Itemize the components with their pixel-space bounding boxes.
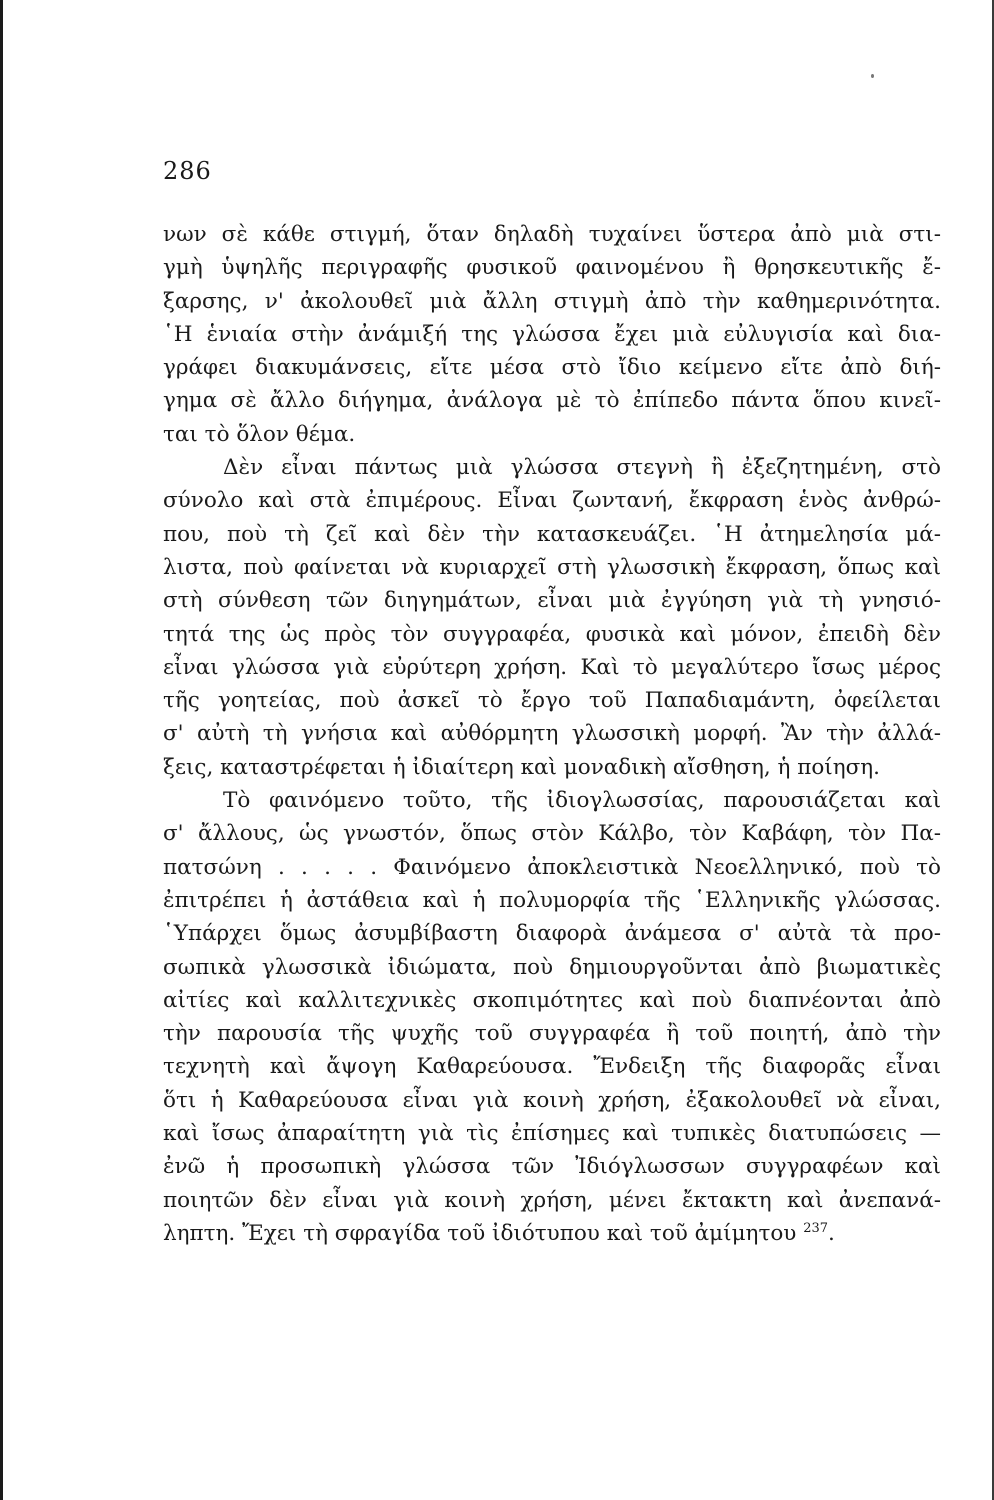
- text-line: σωπικὰ γλωσσικὰ ἰδιώματα, ποὺ δημιουργοῦνται ἀπὸ βιωματικὲς: [163, 954, 941, 980]
- footnote-reference: 237: [803, 1220, 829, 1236]
- text-line-final-words: ληπτη. Ἔχει τὴ σφραγίδα τοῦ ἰδιότυπου καὶ τοῦ ἀμίμητου: [163, 1220, 797, 1246]
- text-line-final: [163, 1217, 941, 1250]
- text-line: σύνολο καὶ στὰ ἐπιμέρους. Εἶναι ζωντανή, ἔκφραση ἑνὸς ἀνθρώ-: [163, 488, 941, 514]
- text-line: λιστα, ποὺ φαίνεται νὰ κυριαρχεῖ στὴ γλωσσικὴ ἔκφραση, ὅπως καὶ: [163, 554, 941, 580]
- text-line: νων σὲ κάθε στιγμή, ὅταν δηλαδὴ τυχαίνει ὕστερα ἀπὸ μιὰ στι-: [163, 222, 941, 247]
- scan-left-edge: [0, 0, 3, 1500]
- text-line: Τὸ φαινόμενο τοῦτο, τῆς ἰδιογλωσσίας, παρουσιάζεται καὶ: [223, 788, 941, 814]
- text-line: αἰτίες καὶ καλλιτεχνικὲς σκοπιμότητες καὶ ποὺ διαπνέονται ἀπὸ: [163, 987, 941, 1013]
- text-line: Δὲν εἶναι πάντως μιὰ γλώσσα στεγνὴ ἢ ἐξεζητημένη, στὸ: [223, 455, 941, 481]
- text-line: ξαρσης, ν' ἀκολουθεῖ μιὰ ἄλλη στιγμὴ ἀπὸ τὴν καθημερινότητα.: [163, 288, 941, 314]
- text-line: που, ποὺ τὴ ζεῖ καὶ δὲν τὴν κατασκευάζει. ῾Η ἀτημελησία μά-: [163, 521, 941, 547]
- text-line: ποιητῶν δὲν εἶναι γιὰ κοινὴ χρήση, μένει ἔκτακτη καὶ ἀνεπανά-: [163, 1187, 941, 1213]
- text-line: ῾Η ἑνιαία στὴν ἀνάμιξή της γλώσσα ἔχει μιὰ εὐλυγισία καὶ δια-: [163, 321, 941, 347]
- text-line: πατσώνη . . . . . Φαινόμενο ἀποκλειστικὰ Νεοελληνικό, ποὺ τὸ: [163, 854, 941, 880]
- text-line: τεχνητὴ καὶ ἄψογη Καθαρεύουσα. Ἔνδειξη τῆς διαφορᾶς εἶναι: [163, 1054, 941, 1080]
- text-line: γράφει διακυμάνσεις, εἴτε μέσα στὸ ἴδιο κείμενο εἴτε ἀπὸ διή-: [163, 355, 941, 381]
- text-line: ἐνῶ ἡ προσωπικὴ γλώσσα τῶν Ἰδιόγλωσσων συγγραφέων καὶ: [163, 1154, 941, 1180]
- text-line: καὶ ἴσως ἀπαραίτητη γιὰ τὶς ἐπίσημες καὶ τυπικὲς διατυπώσεις —: [163, 1121, 941, 1147]
- page-number: 286: [163, 157, 212, 185]
- final-period: .: [828, 1220, 835, 1246]
- text-line: σ' αὐτὴ τὴ γνήσια καὶ αὐθόρμητη γλωσσικὴ μορφή. Ἂν τὴν ἀλλά-: [163, 721, 941, 747]
- scan-speck: [871, 74, 874, 78]
- text-line: τῆς γοητείας, ποὺ ἀσκεῖ τὸ ἔργο τοῦ Παπαδιαμάντη, ὀφείλεται: [163, 688, 941, 714]
- text-line: ῾Υπάρχει ὅμως ἀσυμβίβαστη διαφορὰ ἀνάμεσα σ' αὐτὰ τὰ προ-: [163, 921, 941, 947]
- text-line: στὴ σύνθεση τῶν διηγημάτων, εἶναι μιὰ ἐγγύηση γιὰ τὴ γνησιό-: [163, 588, 941, 614]
- text-line: ται τὸ ὅλον θέμα.: [163, 421, 356, 447]
- text-line: εἶναι γλώσσα γιὰ εὐρύτερη χρήση. Καὶ τὸ μεγαλύτερο ἴσως μέρος: [163, 654, 941, 680]
- text-line: σ' ἄλλους, ὡς γνωστόν, ὅπως στὸν Κάλβο, τὸν Καβάφη, τὸν Πα-: [163, 821, 941, 847]
- text-line: ὅτι ἡ Καθαρεύουσα εἶναι γιὰ κοινὴ χρήση, ἐξακολουθεῖ νὰ εἶναι,: [163, 1087, 941, 1113]
- text-line: ξεις, καταστρέφεται ἡ ἰδιαίτερη καὶ μοναδικὴ αἴσθηση, ἡ ποίηση.: [163, 754, 880, 780]
- body-text: [163, 218, 941, 1250]
- text-line: τητά της ὡς πρὸς τὸν συγγραφέα, φυσικὰ καὶ μόνον, ἐπειδὴ δὲν: [163, 621, 941, 647]
- text-line: ἐπιτρέπει ἡ ἀστάθεια καὶ ἡ πολυμορφία τῆς ῾Ελληνικῆς γλώσσας.: [163, 887, 941, 913]
- text-line: γημα σὲ ἄλλο διήγημα, ἀνάλογα μὲ τὸ ἐπίπεδο πάντα ὅπου κινεῖ-: [163, 388, 941, 414]
- text-line: τὴν παρουσία τῆς ψυχῆς τοῦ συγγραφέα ἢ τοῦ ποιητή, ἀπὸ τὴν: [163, 1021, 941, 1047]
- text-line: γμὴ ὑψηλῆς περιγραφῆς φυσικοῦ φαινομένου ἢ θρησκευτικῆς ἔ-: [163, 255, 941, 281]
